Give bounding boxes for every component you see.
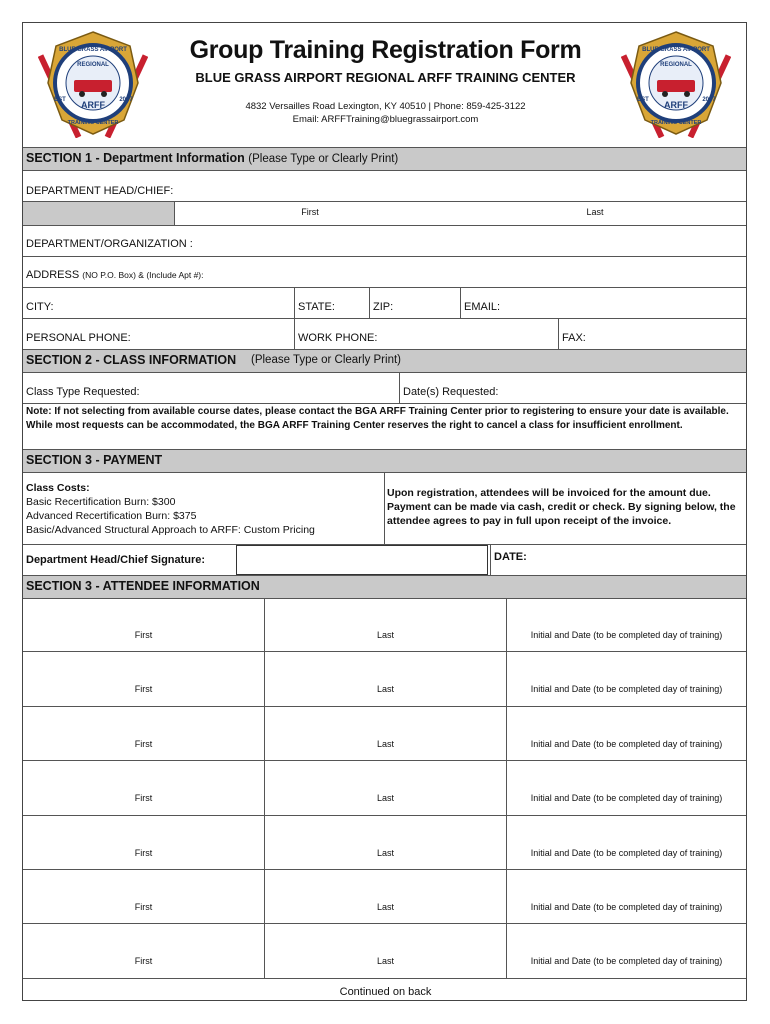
fax-field[interactable]: FAX:	[562, 332, 586, 344]
class-type-field[interactable]: Class Type Requested:	[26, 386, 140, 398]
svg-text:2007: 2007	[702, 97, 716, 103]
dept-head-label: DEPARTMENT HEAD/CHIEF:	[26, 185, 174, 197]
city-field[interactable]: CITY:	[26, 301, 54, 313]
class-note: Note: If not selecting from available course dates, please contact the BGA ARFF Training Center prior to registering to ensure your date is available. While most requests can be accommodated, the BGA ARFF Training Center reserves the right to cancel a class for insufficient enrollment.	[26, 406, 729, 431]
section3-title: SECTION 3 - PAYMENT	[26, 453, 163, 467]
svg-text:TRAINING CENTER: TRAINING CENTER	[650, 120, 702, 126]
attendee-initial-field[interactable]: Initial and Date (to be completed day of training)	[506, 816, 746, 869]
svg-text:2007: 2007	[119, 97, 133, 103]
section2-title: SECTION 2 - CLASS INFORMATION	[26, 353, 237, 367]
class-costs: Class Costs: Basic Recertification Burn: $300 Advanced Recertification Burn: $375 Basic/Advanced Structural Approach to ARFF: Custom Pricing	[26, 482, 315, 536]
date-label[interactable]: DATE:	[494, 551, 527, 563]
signature-label: Department Head/Chief Signature:	[26, 554, 206, 566]
attendee-first-field[interactable]: First	[134, 793, 153, 804]
attendee-row	[23, 707, 746, 761]
form-subtitle: BLUE GRASS AIRPORT REGIONAL ARFF TRAINING CENTER	[195, 70, 576, 85]
attendee-row	[23, 598, 746, 652]
state-field[interactable]: STATE:	[298, 301, 335, 313]
attendee-last-field[interactable]: Last	[264, 816, 506, 869]
attendee-last-field[interactable]: Last	[264, 924, 506, 977]
continued-note: Continued on back	[339, 986, 432, 998]
payment-info: Upon registration, attendees will be invoiced for the amount due. Payment can be made via cash, credit or check. By signing below, the attendee agrees to pay in full upon receipt of the invoice.	[387, 487, 736, 527]
center-email: Email: ARFFTraining@bluegrassairport.com	[292, 114, 479, 125]
dept-org-field[interactable]: DEPARTMENT/ORGANIZATION :	[26, 238, 193, 250]
attendee-row	[23, 816, 746, 870]
svg-text:REGIONAL: REGIONAL	[660, 62, 692, 68]
svg-text:TRAINING CENTER: TRAINING CENTER	[67, 120, 119, 126]
registration-form	[22, 22, 747, 1001]
svg-text:EST: EST	[637, 97, 649, 103]
attendee-first-field[interactable]: First	[134, 956, 153, 967]
email-field[interactable]: EMAIL:	[464, 301, 501, 313]
section1-title: SECTION 1 - Department Information (Please Type or Clearly Print)	[26, 151, 399, 165]
dept-head-first-field[interactable]: First	[301, 207, 319, 217]
dept-head-last-field[interactable]: Last	[586, 207, 604, 217]
attendee-row	[23, 652, 746, 706]
attendee-first-field[interactable]: First	[134, 847, 153, 858]
attendee-first-field[interactable]: First	[134, 902, 153, 912]
attendee-last-field[interactable]: Last	[264, 761, 506, 814]
section2-note: (Please Type or Clearly Print)	[251, 354, 401, 366]
attendee-row	[23, 924, 746, 978]
dates-requested-field[interactable]: Date(s) Requested:	[403, 386, 499, 398]
zip-field[interactable]: ZIP:	[373, 301, 394, 313]
attendee-first-field[interactable]: First	[134, 684, 153, 695]
attendee-initial-field[interactable]: Initial and Date (to be completed day of training)	[506, 598, 746, 651]
svg-text:REGIONAL: REGIONAL	[77, 62, 109, 68]
svg-text:ARFF: ARFF	[664, 100, 688, 110]
attendee-last-field[interactable]: Last	[264, 598, 506, 651]
dept-head-grey-cell	[23, 202, 174, 225]
svg-text:EST: EST	[54, 97, 66, 103]
attendee-initial-field[interactable]: Initial and Date (to be completed day of training)	[506, 707, 746, 760]
center-address: 4832 Versailles Road Lexington, KY 40510 | Phone: 859-425-3122	[245, 101, 526, 112]
attendee-last-field[interactable]: Last	[264, 652, 506, 705]
address-field[interactable]: ADDRESS (NO P.O. Box) & (Include Apt #):	[26, 269, 204, 281]
attendee-row	[23, 870, 746, 924]
attendee-initial-field[interactable]: Initial and Date (to be completed day of training)	[506, 870, 746, 923]
attendee-last-field[interactable]: Last	[264, 870, 506, 923]
svg-text:ARFF: ARFF	[81, 100, 105, 110]
attendee-row	[23, 761, 746, 815]
svg-text:BLUE GRASS AIRPORT: BLUE GRASS AIRPORT	[59, 47, 127, 53]
attendee-title: SECTION 3 - ATTENDEE INFORMATION	[26, 579, 260, 593]
attendee-last-field[interactable]: Last	[264, 707, 506, 760]
attendee-initial-field[interactable]: Initial and Date (to be completed day of training)	[506, 924, 746, 977]
attendee-first-field[interactable]: First	[134, 738, 153, 749]
svg-text:BLUE GRASS AIRPORT: BLUE GRASS AIRPORT	[642, 47, 710, 53]
personal-phone-field[interactable]: PERSONAL PHONE:	[26, 332, 131, 344]
work-phone-field[interactable]: WORK PHONE:	[298, 332, 378, 344]
attendee-initial-field[interactable]: Initial and Date (to be completed day of training)	[506, 652, 746, 705]
attendee-initial-field[interactable]: Initial and Date (to be completed day of training)	[506, 761, 746, 814]
signature-input[interactable]	[236, 545, 488, 575]
form-title: Group Training Registration Form	[189, 36, 582, 64]
attendee-first-field[interactable]: First	[134, 630, 153, 640]
